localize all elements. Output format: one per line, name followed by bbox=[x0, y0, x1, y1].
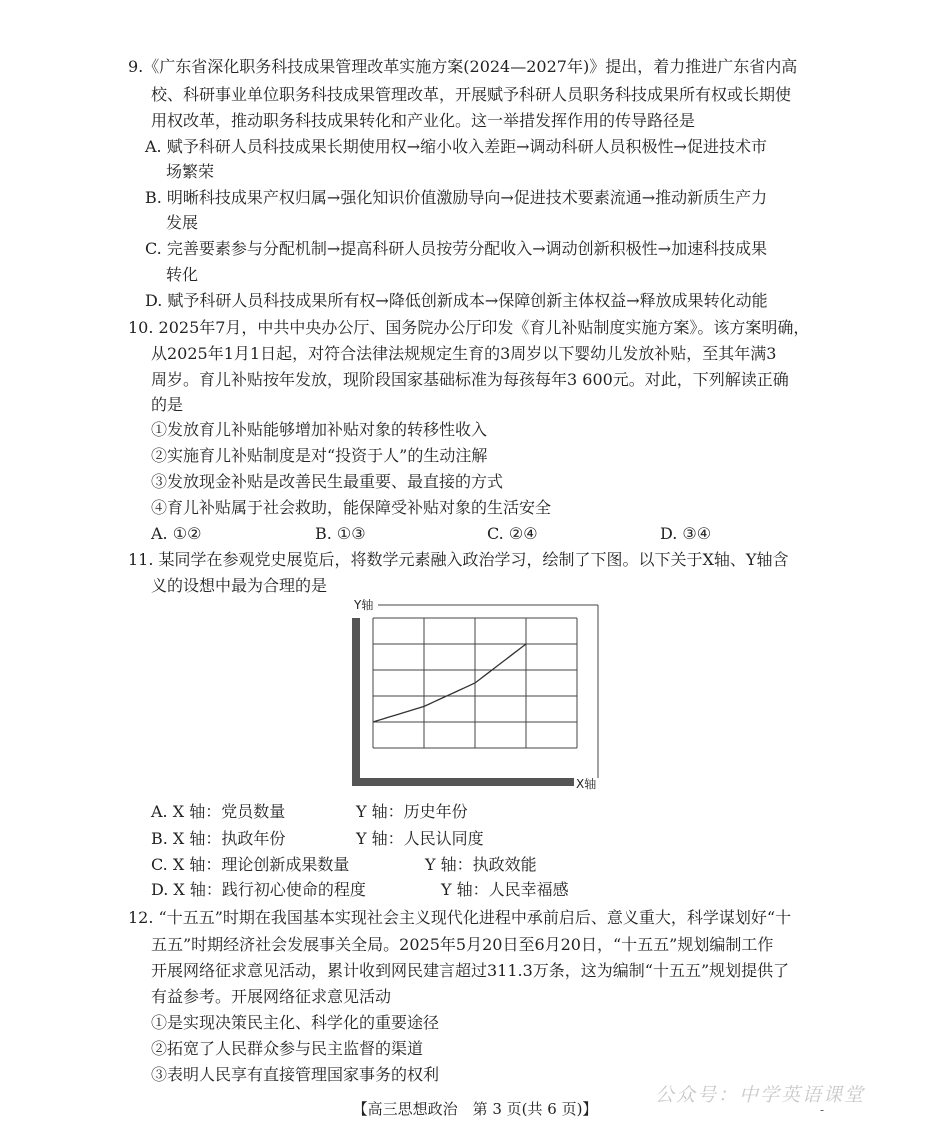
q11-option-d-y: Y 轴：人民幸福感 bbox=[441, 880, 569, 899]
q9-option-c-cont: 转化 bbox=[166, 265, 199, 284]
q9-option-a-cont: 场繁荣 bbox=[166, 162, 215, 181]
q10-stem-line-4: 的是 bbox=[151, 395, 184, 414]
q10-stem-line-3: 周岁。育儿补贴按年发放，现阶段国家基础标准为每孩每年3 600元。对此，下列解读正确 bbox=[151, 370, 789, 389]
q11-option-c-x: C. X 轴：理论创新成果数量 bbox=[151, 855, 350, 874]
q10-item-2: ②实施育儿补贴制度是对“投资于人”的生动注解 bbox=[151, 446, 488, 465]
x-axis bbox=[352, 778, 574, 786]
q9-option-c: C. 完善要素参与分配机制→提高科研人员按劳分配收入→调动创新积极性→加速科技成果 bbox=[145, 239, 768, 258]
q12-stem-line-3: 开展网络征求意见活动，累计收到网民建言超过311.3万条，这为编制“十五五”规划提供了 bbox=[151, 961, 790, 980]
q11-option-b-y: Y 轴：人民认同度 bbox=[356, 829, 484, 848]
q12-item-3: ③表明人民享有直接管理国家事务的权利 bbox=[151, 1065, 440, 1084]
q10-item-4: ④育儿补贴属于社会救助，能保障受补贴对象的生活安全 bbox=[151, 498, 552, 517]
q11-option-b-x: B. X 轴：执政年份 bbox=[151, 829, 286, 848]
watermark: 公众号：中学英语课堂 bbox=[655, 1084, 866, 1106]
q10-choice-a: A. ①② bbox=[151, 524, 202, 543]
q11-option-c-y: Y 轴：执政效能 bbox=[425, 855, 537, 874]
q10-choice-b: B. ①③ bbox=[315, 524, 366, 543]
q9-stem-line-2: 校、科研事业单位职务科技成果管理改革，开展赋予科研人员职务科技成果所有权或长期使 bbox=[151, 85, 792, 104]
q9-option-b: B. 明晰科技成果产权归属→强化知识价值激励导向→促进技术要素流通→推动新质生产力 bbox=[145, 188, 768, 207]
q12-item-1: ①是实现决策民主化、科学化的重要途径 bbox=[151, 1013, 440, 1032]
q10-stem-line-2: 从2025年1月1日起，对符合法律法规规定生育的3周岁以下婴幼儿发放补贴，至其年满3 bbox=[151, 344, 777, 363]
q10-item-1: ①发放育儿补贴能够增加补贴对象的转移性收入 bbox=[151, 420, 488, 439]
chart-curve bbox=[373, 644, 526, 722]
q9-stem-line-3: 用权改革，推动职务科技成果转化和产业化。这一举措发挥作用的传导路径是 bbox=[151, 111, 696, 130]
page-footer: 【高三思想政治 第 3 页(共 6 页)】 bbox=[352, 1100, 598, 1118]
q10-stem-line-1: 10. 2025年7月，中共中央办公厅、国务院办公厅印发《育儿补贴制度实施方案》。该方案明确， bbox=[128, 318, 810, 337]
corner-mark: - bbox=[820, 1103, 825, 1117]
y-axis-label: Y轴 bbox=[354, 598, 374, 612]
q12-item-2: ②拓宽了人民群众参与民主监督的渠道 bbox=[151, 1039, 424, 1058]
q11-option-d-x: D. X 轴：践行初心使命的程度 bbox=[151, 880, 366, 899]
q9-option-b-cont: 发展 bbox=[166, 213, 199, 232]
q11-option-a-x: A. X 轴：党员数量 bbox=[151, 802, 286, 821]
q11-stem-line-1: 11. 某同学在参观党史展览后，将数学元素融入政治学习，绘制了下图。以下关于X轴、Y轴含 bbox=[128, 550, 789, 569]
q12-stem-line-2: 五五”时期经济社会发展事关全局。2025年5月20日至6月20日，“十五五”规划编制工作 bbox=[151, 935, 774, 954]
q10-item-3: ③发放现金补贴是改善民生最重要、最直接的方式 bbox=[151, 472, 504, 491]
q9-option-a: A. 赋予科研人员科技成果长期使用权→缩小收入差距→调动科研人员积极性→促进技术市 bbox=[145, 137, 767, 156]
y-axis bbox=[352, 618, 360, 786]
q10-choice-d: D. ③④ bbox=[660, 524, 712, 543]
x-axis-label: X轴 bbox=[576, 777, 597, 791]
q11-figure bbox=[340, 598, 620, 793]
q9-stem-line-1: 9.《广东省深化职务科技成果管理改革实施方案(2024—2027年)》提出，着力推进广东省内高 bbox=[128, 57, 798, 76]
q12-stem-line-1: 12. “十五五”时期在我国基本实现社会主义现代化进程中承前启后、意义重大，科学谋划好“十 bbox=[128, 908, 792, 927]
q9-option-d: D. 赋予科研人员科技成果所有权→降低创新成本→保障创新主体权益→释放成果转化动能 bbox=[145, 291, 768, 310]
q11-stem-line-2: 义的设想中最为合理的是 bbox=[151, 576, 328, 595]
q12-stem-line-4: 有益参考。开展网络征求意见活动 bbox=[151, 987, 392, 1006]
q10-choice-c: C. ②④ bbox=[487, 524, 538, 543]
q11-option-a-y: Y 轴：历史年份 bbox=[356, 802, 468, 821]
